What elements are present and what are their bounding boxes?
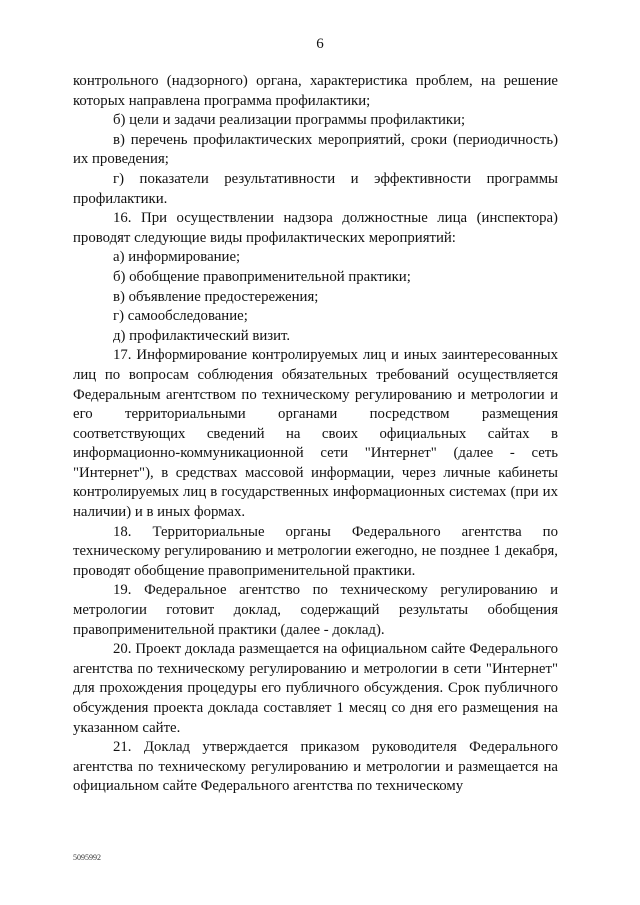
paragraph: г) показатели результативности и эффективности программы профилактики. <box>73 170 558 207</box>
paragraph: контрольного (надзорного) органа, характеристика проблем, на решение которых направлена программа профилактики; <box>73 73 558 109</box>
paragraph: 20. Проект доклада размещается на официальном сайте Федерального агентства по техническому регулированию и метрологии в сети "Интернет" для прохождения процедуры его публичного обсуждения. Срок публичного обсуждения проекта доклада составляет 1 месяц со дня его размещения на указанном сайте. <box>73 641 558 736</box>
document-code: 5095992 <box>73 853 101 862</box>
list-item: в) объявление предостережения; <box>113 288 319 305</box>
list-item: д) профилактический визит. <box>113 327 291 344</box>
paragraph: 17. Информирование контролируемых лиц и иных заинтересованных лиц по вопросам соблюдения обязательных требований осуществляется Федеральным агентством по техническому регулированию и метрологии и его территориальными органами посредством размещения соответствующих сведений на своих официальных сайтах в информационно-коммуникационной сети "Интернет" (далее - сеть "Интернет"), в средствах массовой информации, через личные кабинеты контролируемых лиц в государственных информационных системах (при их наличии) и в иных формах. <box>73 347 558 521</box>
paragraph: 16. При осуществлении надзора должностные лица (инспектора) проводят следующие виды профилактических мероприятий: <box>73 210 558 246</box>
paragraph: 21. Доклад утверждается приказом руководителя Федерального агентства по техническому регулированию и метрологии и размещается на официальном сайте Федерального агентства по техническому <box>73 739 558 795</box>
page-number: 6 <box>316 36 324 52</box>
paragraph: 19. Федеральное агентство по техническому регулированию и метрологии готовит доклад, содержащий результаты обобщения правоприменительной практики (далее - доклад). <box>73 582 558 638</box>
paragraph: 18. Территориальные органы Федерального агентства по техническому регулированию и метрологии ежегодно, не позднее 1 декабря, проводят обобщение правоприменительной практики. <box>73 523 558 579</box>
paragraph: в) перечень профилактических мероприятий, сроки (периодичность) их проведения; <box>73 131 558 168</box>
list-item: б) обобщение правоприменительной практики; <box>113 268 411 285</box>
list-item: г) самообследование; <box>113 308 248 325</box>
document-body <box>73 72 558 797</box>
paragraph: б) цели и задачи реализации программы профилактики; <box>113 112 466 129</box>
list-item: а) информирование; <box>113 249 241 266</box>
